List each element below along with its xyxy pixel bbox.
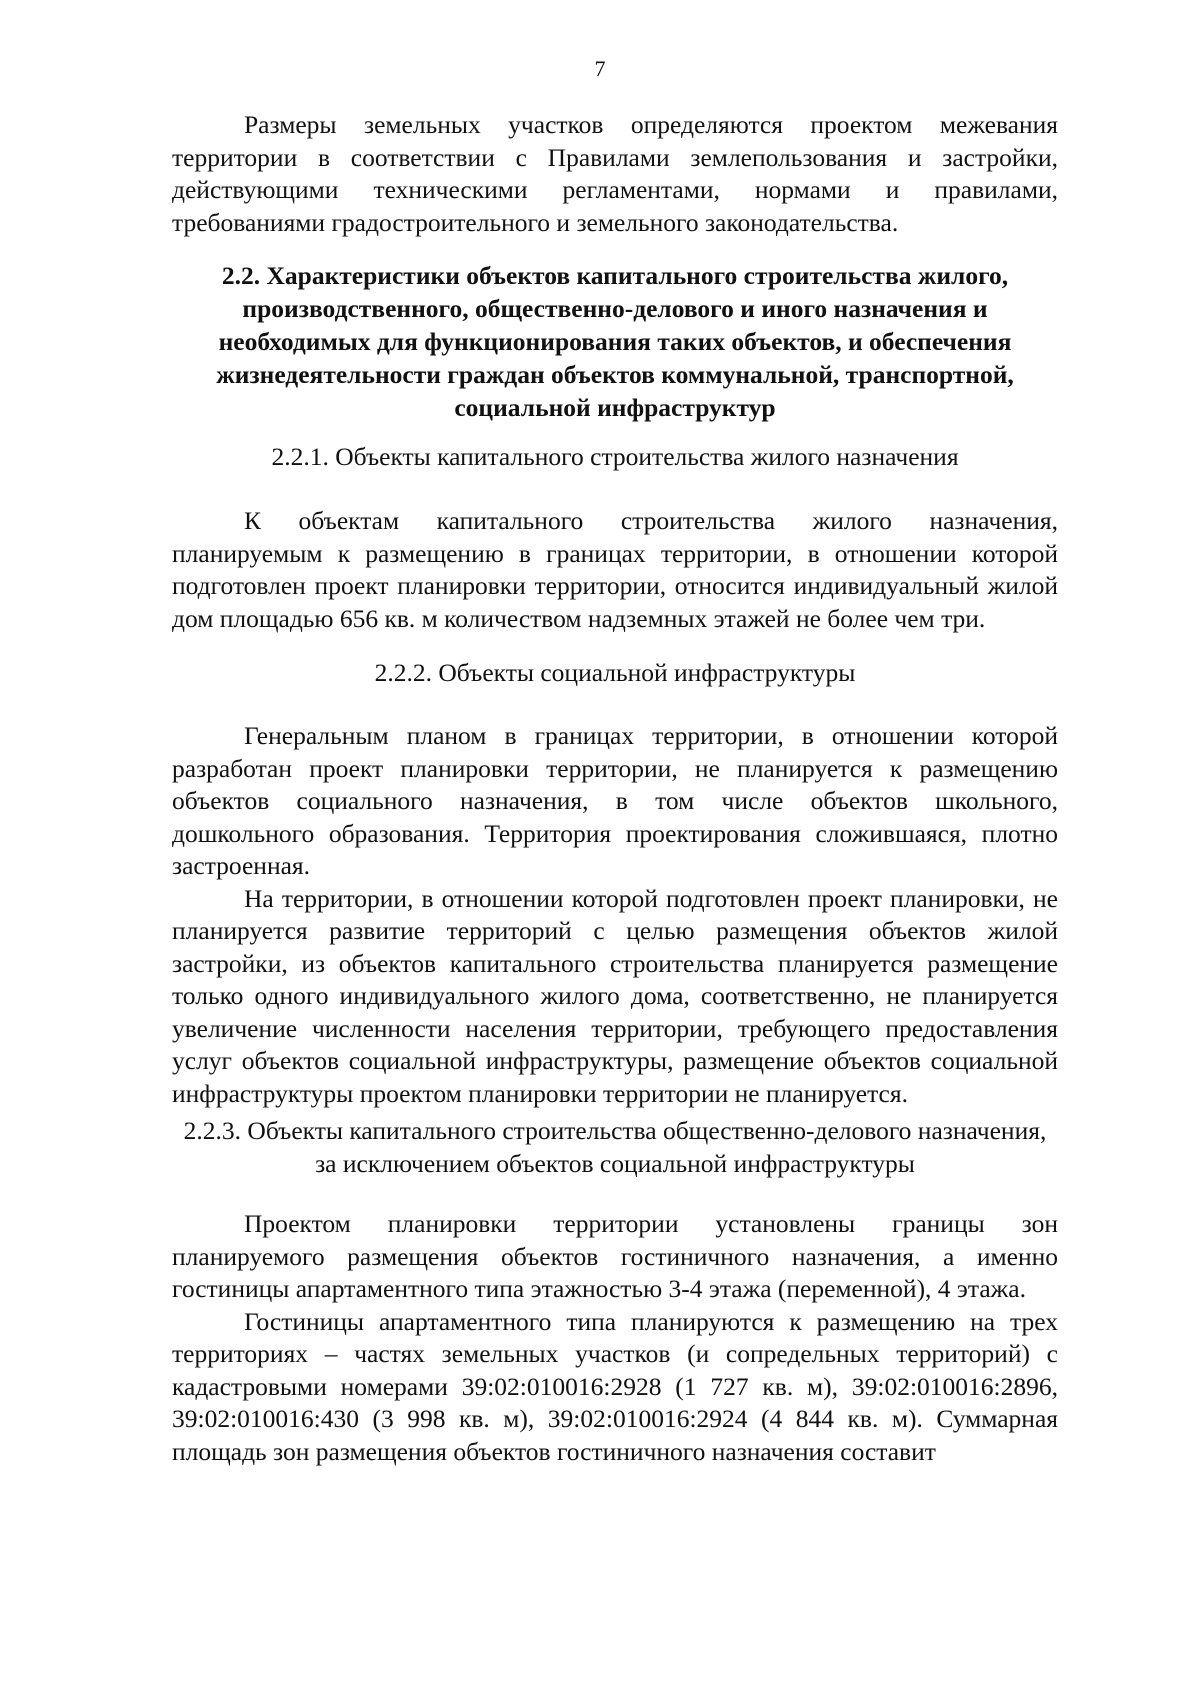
section-heading-2-2 xyxy=(190,259,1040,424)
paragraph-residential xyxy=(172,505,1058,635)
subsection-title-line1: 2.2.3. Объекты капитального строительства общественно-делового назначения, xyxy=(183,1116,1047,1145)
subsection-title-line2: за исключением объектов социальной инфраструктуры xyxy=(315,1149,915,1178)
section-heading-2-2-1 xyxy=(172,440,1058,473)
page-number: 7 xyxy=(594,56,606,81)
subsection-title: 2.2.2. Объекты социальной инфраструктуры xyxy=(374,658,856,687)
paragraph-text: На территории, в отношении которой подготовлен проект планировки, не планируется развитие территорий с целью размещения объектов жилой застройки, из объектов капитального строительства планируется размещение только одного индивидуального жилого дома, соответственно, не планируется увеличение численности населения территории, требующего предоставления услуг объектов социальной инфраструктуры, размещение объектов социальной инфраструктуры проектом планировки территории не планируется. xyxy=(172,883,1058,1108)
paragraph-text: Гостиницы апартаментного типа планируются к размещению на трех территориях – частях земельных участков (и сопредельных территорий) с кадастровыми номерами 39:02:010016:2928 (1 727 кв. м), 39:02:010016:2896, 39:02:010016:430 (3 998 кв. м), 39:02:010016:2924 (4 844 кв. м). Суммарная площадь зон размещения объектов гостиничного назначения составит xyxy=(172,1306,1058,1466)
paragraph-text: Размеры земельных участков определяются проектом межевания территории в соответствии с Правилами землепользования и застройки, действующими техническими регламентами, нормами и правилами, требованиями градостроительного и земельного законодательства. xyxy=(172,110,1058,237)
paragraph-social xyxy=(172,720,1058,1110)
paragraph-text: К объектам капитального строительства жилого назначения, планируемым к размещению в границах территории, в отношении которой подготовлен проект планировки территории, относится индивидуальный жилой дом площадью 656 кв. м количеством надземных этажей не более чем три. xyxy=(172,506,1058,633)
paragraph-text: Генеральным планом в границах территории, в отношении которой разработан проект планировки территории, не планируется к размещению объектов социального назначения, в том числе объектов школьного, дошкольного образования. Территория проектирования сложившаяся, плотно застроенная. xyxy=(172,721,1058,880)
section-title: 2.2. Характеристики объектов капитального строительства жилого, производственного, общественно-делового и иного назначения и необходимых для функционирования таких объектов, и обеспечения жизнедеятельности граждан объектов коммунальной, транспортной, социальной инфраструктур xyxy=(216,261,1014,422)
section-heading-2-2-2 xyxy=(172,656,1058,689)
paragraph-text: Проектом планировки территории установлены границы зон планируемого размещения объектов гостиничного назначения, а именно гостиницы апартаментного типа этажностью 3-4 этажа (переменной), 4 этажа. xyxy=(172,1209,1058,1303)
paragraph-hotels xyxy=(172,1208,1058,1468)
paragraph-land-plots xyxy=(172,109,1058,239)
subsection-title: 2.2.1. Объекты капитального строительства жилого назначения xyxy=(271,442,959,471)
section-heading-2-2-3 xyxy=(150,1114,1080,1180)
